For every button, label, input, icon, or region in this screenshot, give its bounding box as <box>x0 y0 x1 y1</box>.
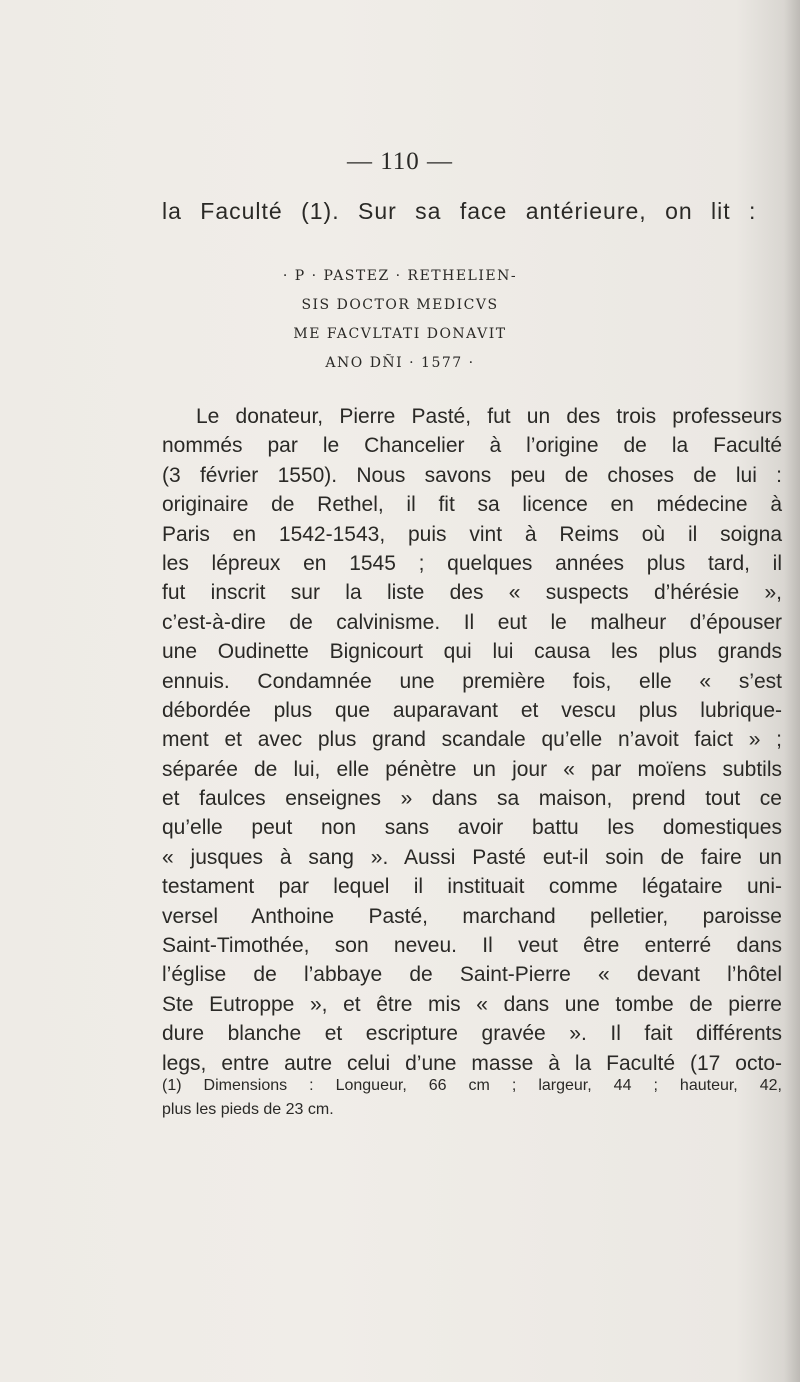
text-line: legs, entre autre celui d’une masse à la Faculté (17 octo- <box>162 1051 782 1075</box>
text-line: fut inscrit sur la liste des « suspects d’hérésie », <box>162 581 782 605</box>
text-line: ennuis. Condamnée une première fois, elle « s’est <box>162 669 782 693</box>
text-line: dure blanche et escripture gravée ». Il fait différents <box>162 1022 782 1046</box>
text-line: les lépreux en 1545 ; quelques années plus tard, il <box>162 551 782 575</box>
text-line: versel Anthoine Pasté, marchand pelletier, paroisse <box>162 904 782 928</box>
text-line: Le donateur, Pierre Pasté, fut un des trois professeurs <box>196 405 782 428</box>
text-line: qu’elle peut non sans avoir battu les domestiques <box>162 816 782 840</box>
footnote-line: plus les pieds de 23 cm. <box>162 1101 334 1118</box>
inscription-line: · P · PASTEZ · RETHELIEN- <box>282 268 518 284</box>
text-line: l’église de l’abbaye de Saint-Pierre « devant l’hôtel <box>162 963 782 987</box>
footnote <box>162 1074 782 1122</box>
inscription-block <box>0 262 800 378</box>
footnote-line: (1) Dimensions : Longueur, 66 cm ; largeur, 44 ; hauteur, 42, <box>162 1077 782 1094</box>
text-line: testament par lequel il instituait comme légataire uni- <box>162 875 782 899</box>
text-line: séparée de lui, elle pénètre un jour « par moïens subtils <box>162 757 782 781</box>
text-line: et faulces enseignes » dans sa maison, prend tout ce <box>162 787 782 811</box>
text-line: Saint-Timothée, son neveu. Il veut être enterré dans <box>162 934 782 958</box>
text-line: ment et avec plus grand scandale qu’elle n’avoit faict » ; <box>162 728 782 752</box>
text-line: Ste Eutroppe », et être mis « dans une tombe de pierre <box>162 992 782 1016</box>
text-line: nommés par le Chancelier à l’origine de la Faculté <box>162 434 782 458</box>
inscription-line: SIS DOCTOR MEDICVS <box>301 297 499 313</box>
inscription-line: ME FACVLTATI DONAVIT <box>293 326 507 342</box>
inscription-line: ANO DÑI · 1577 · <box>325 355 475 371</box>
text-line: « jusques à sang ». Aussi Pasté eut-il soin de faire un <box>162 845 782 869</box>
text-line: une Oudinette Bignicourt qui lui causa les plus grands <box>162 640 782 664</box>
text-line: originaire de Rethel, il fit sa licence en médecine à <box>162 493 782 517</box>
text-line: Paris en 1542-1543, puis vint à Reims où il soigna <box>162 522 782 546</box>
text-line: (3 février 1550). Nous savons peu de choses de lui : <box>162 463 782 487</box>
body-paragraph <box>162 402 782 1078</box>
text-line: débordée plus que auparavant et vescu plus lubrique- <box>162 698 782 722</box>
text-line: c’est-à-dire de calvinisme. Il eut le malheur d’épouser <box>162 610 782 634</box>
opening-line: la Faculté (1). Sur sa face antérieure, on lit : <box>162 198 757 224</box>
page-number: — 110 — <box>346 148 454 175</box>
